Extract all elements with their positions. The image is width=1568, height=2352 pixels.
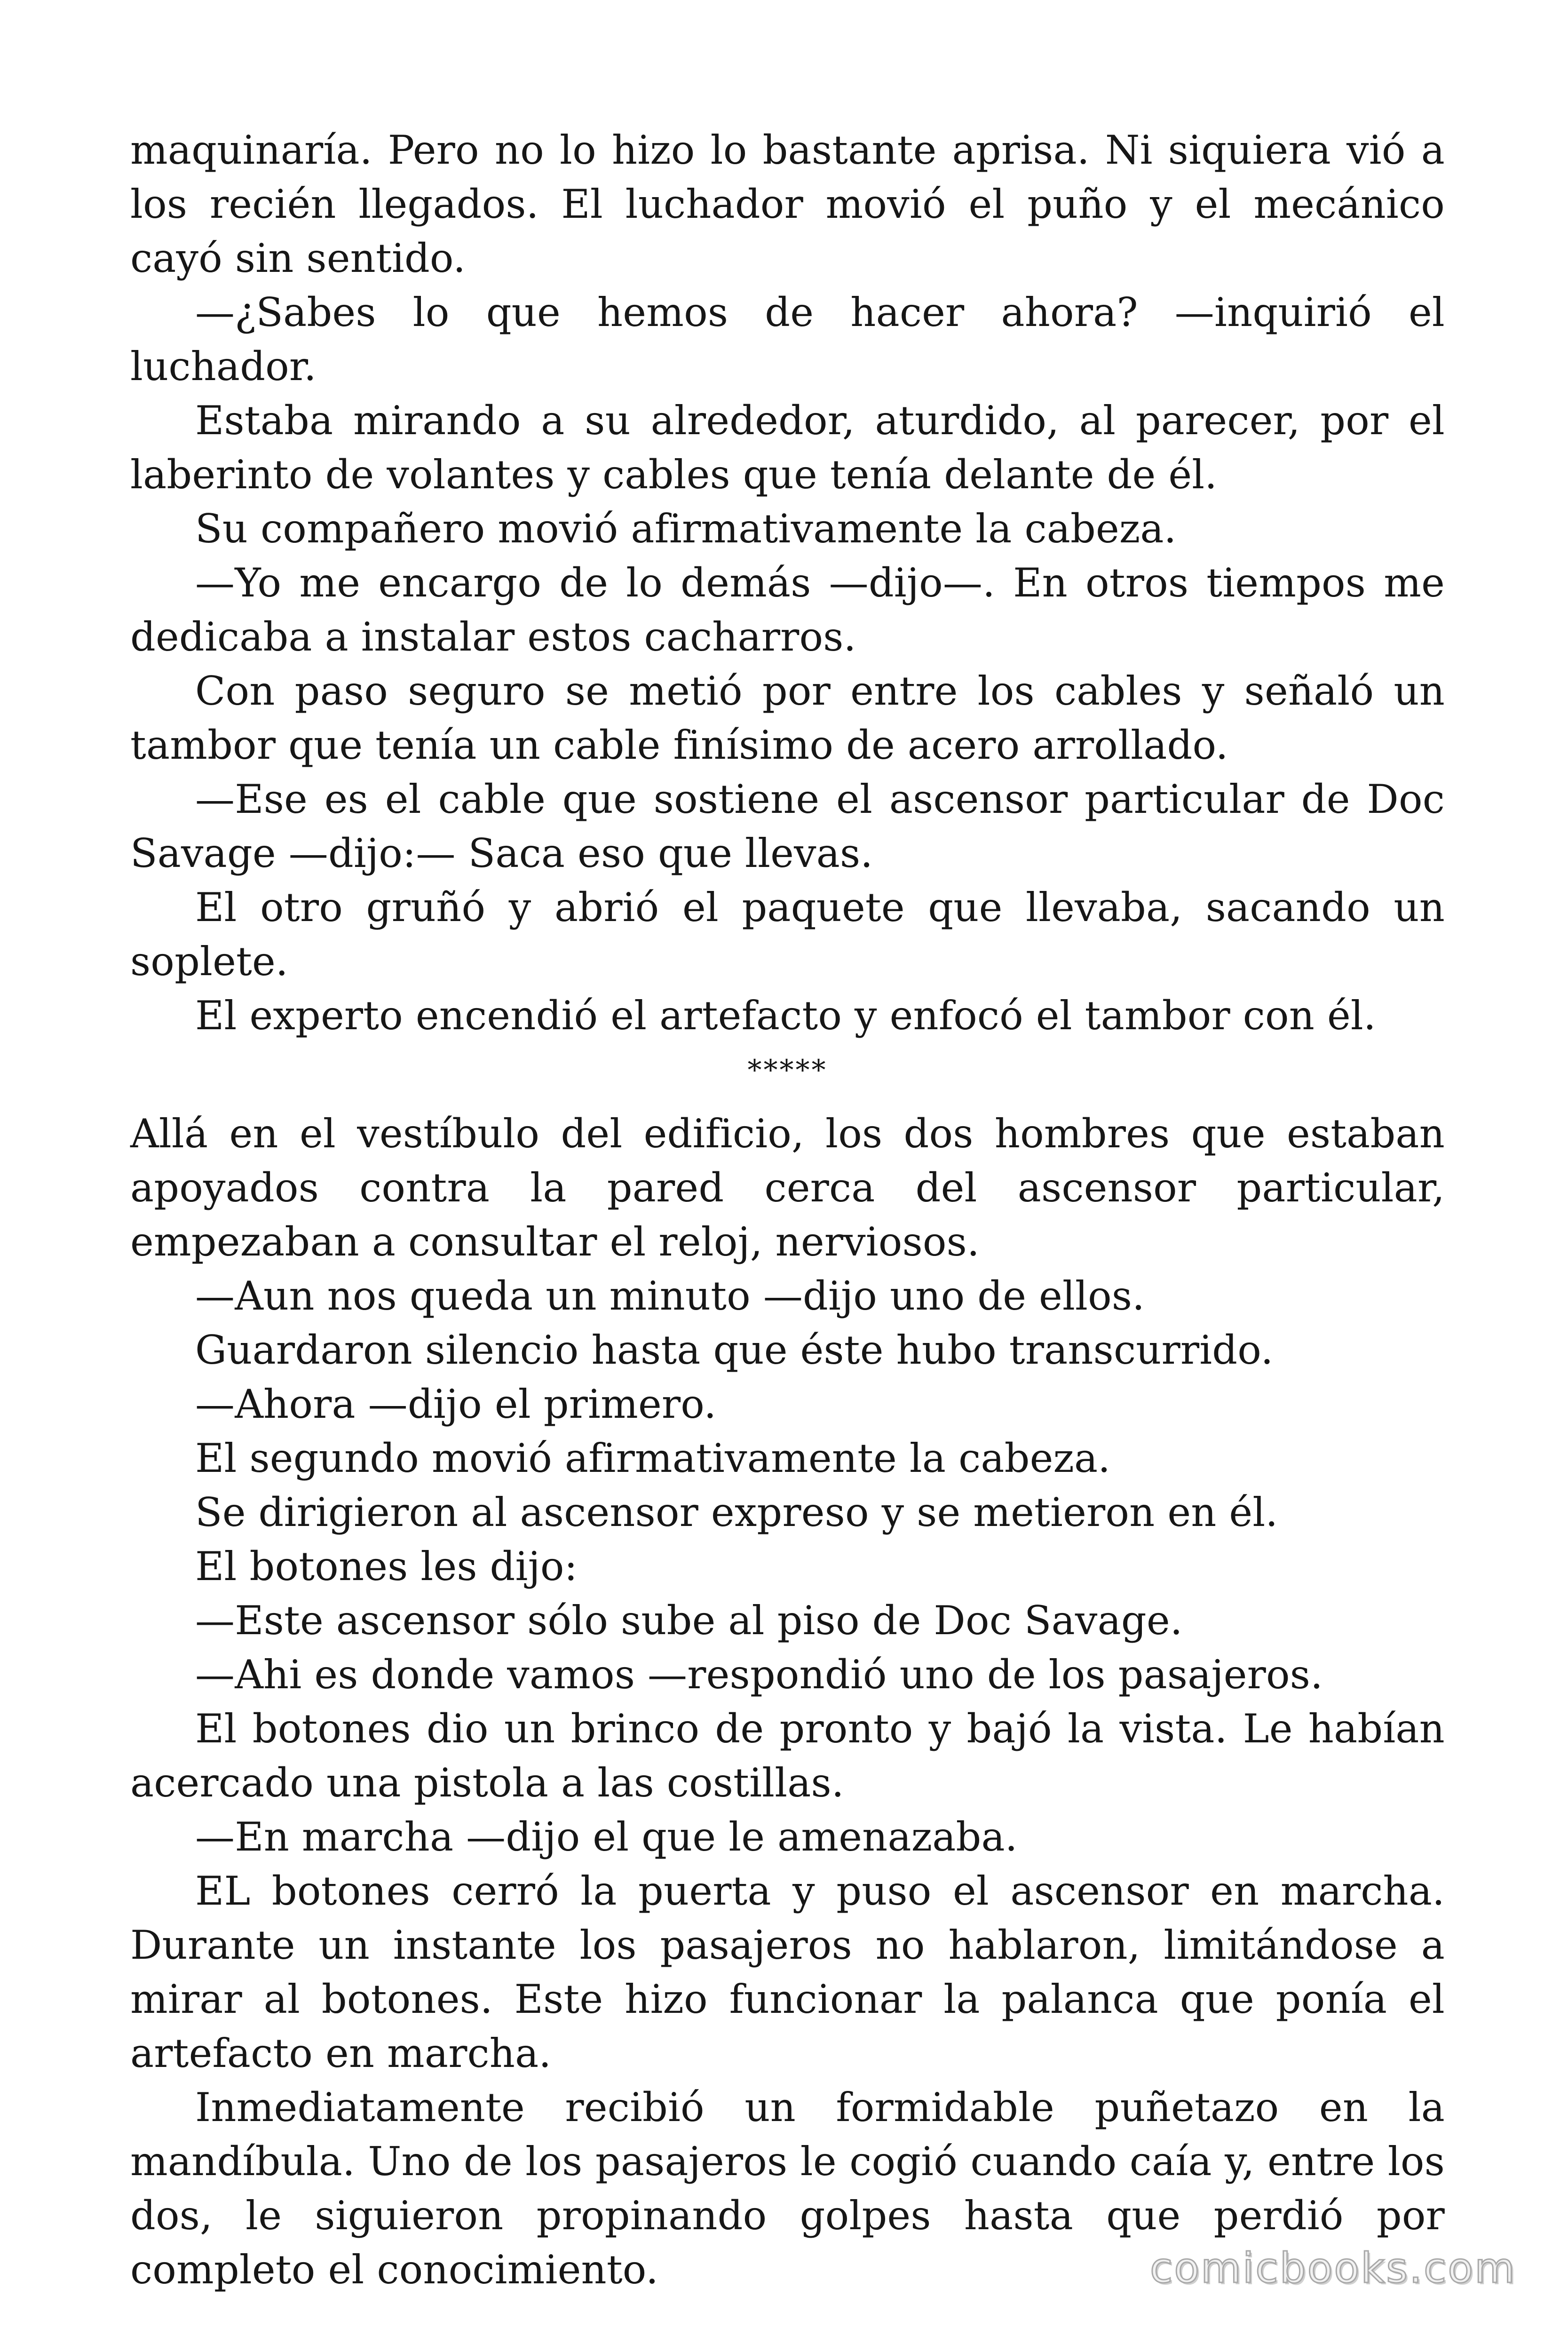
- section-separator: *****: [747, 1054, 828, 1087]
- paragraph: Con paso seguro se metió por entre los cables y señaló un tambor que tenía un cable finísimo de acero arrollado.: [130, 668, 1445, 768]
- paragraph: —En marcha —dijo el que le amenazaba.: [195, 1814, 1018, 1860]
- page-body: [130, 123, 1445, 2297]
- paragraph: Allá en el vestíbulo del edificio, los dos hombres que estaban apoyados contra la pared cerca del ascensor particular, empezaban a consultar el reloj, nerviosos.: [130, 1111, 1445, 1265]
- text-section-after-break: [130, 1107, 1445, 2297]
- paragraph: maquinaría. Pero no lo hizo lo bastante aprisa. Ni siquiera vió a los recién llegados. El luchador movió el puño y el mecánico cayó sin sentido.: [130, 127, 1445, 281]
- paragraph: El otro gruñó y abrió el paquete que llevaba, sacando un soplete.: [130, 884, 1445, 985]
- paragraph: EL botones cerró la puerta y puso el ascensor en marcha. Durante un instante los pasajeros no hablaron, limitándose a mirar al botones. Este hizo funcionar la palanca que ponía el artefacto en marcha.: [130, 1868, 1445, 2076]
- paragraph: El botones dio un brinco de pronto y bajó la vista. Le habían acercado una pistola a las costillas.: [130, 1706, 1445, 1806]
- paragraph: Estaba mirando a su alrededor, aturdido, al parecer, por el laberinto de volantes y cables que tenía delante de él.: [130, 397, 1445, 498]
- paragraph: El segundo movió afirmativamente la cabeza.: [195, 1435, 1111, 1481]
- paragraph: —Aun nos queda un minuto —dijo uno de ellos.: [195, 1273, 1145, 1319]
- paragraph: —¿Sabes lo que hemos de hacer ahora? —inquirió el luchador.: [130, 289, 1445, 389]
- paragraph: —Ese es el cable que sostiene el ascensor particular de Doc Savage —dijo:— Saca eso que llevas.: [130, 776, 1445, 876]
- paragraph: —Ahi es donde vamos —respondió uno de los pasajeros.: [195, 1652, 1323, 1698]
- watermark-logo: comicbooks.com: [1149, 2244, 1516, 2292]
- paragraph: —Ahora —dijo el primero.: [195, 1381, 717, 1427]
- paragraph: El experto encendió el artefacto y enfocó el tambor con él.: [195, 993, 1376, 1039]
- paragraph: —Yo me encargo de lo demás —dijo—. En otros tiempos me dedicaba a instalar estos cacharros.: [130, 560, 1445, 660]
- paragraph: —Este ascensor sólo sube al piso de Doc Savage.: [195, 1597, 1183, 1644]
- paragraph: Se dirigieron al ascensor expreso y se metieron en él.: [195, 1489, 1278, 1535]
- paragraph: Guardaron silencio hasta que éste hubo transcurrido.: [195, 1327, 1274, 1373]
- paragraph: Inmediatamente recibió un formidable puñetazo en la mandíbula. Uno de los pasajeros le cogió cuando caía y, entre los dos, le siguieron propinando golpes hasta que perdió por completo el conocimiento.: [130, 2084, 1445, 2293]
- paragraph: El botones les dijo:: [195, 1543, 578, 1589]
- paragraph: Su compañero movió afirmativamente la cabeza.: [195, 506, 1177, 552]
- text-section-before-break: [130, 123, 1445, 1043]
